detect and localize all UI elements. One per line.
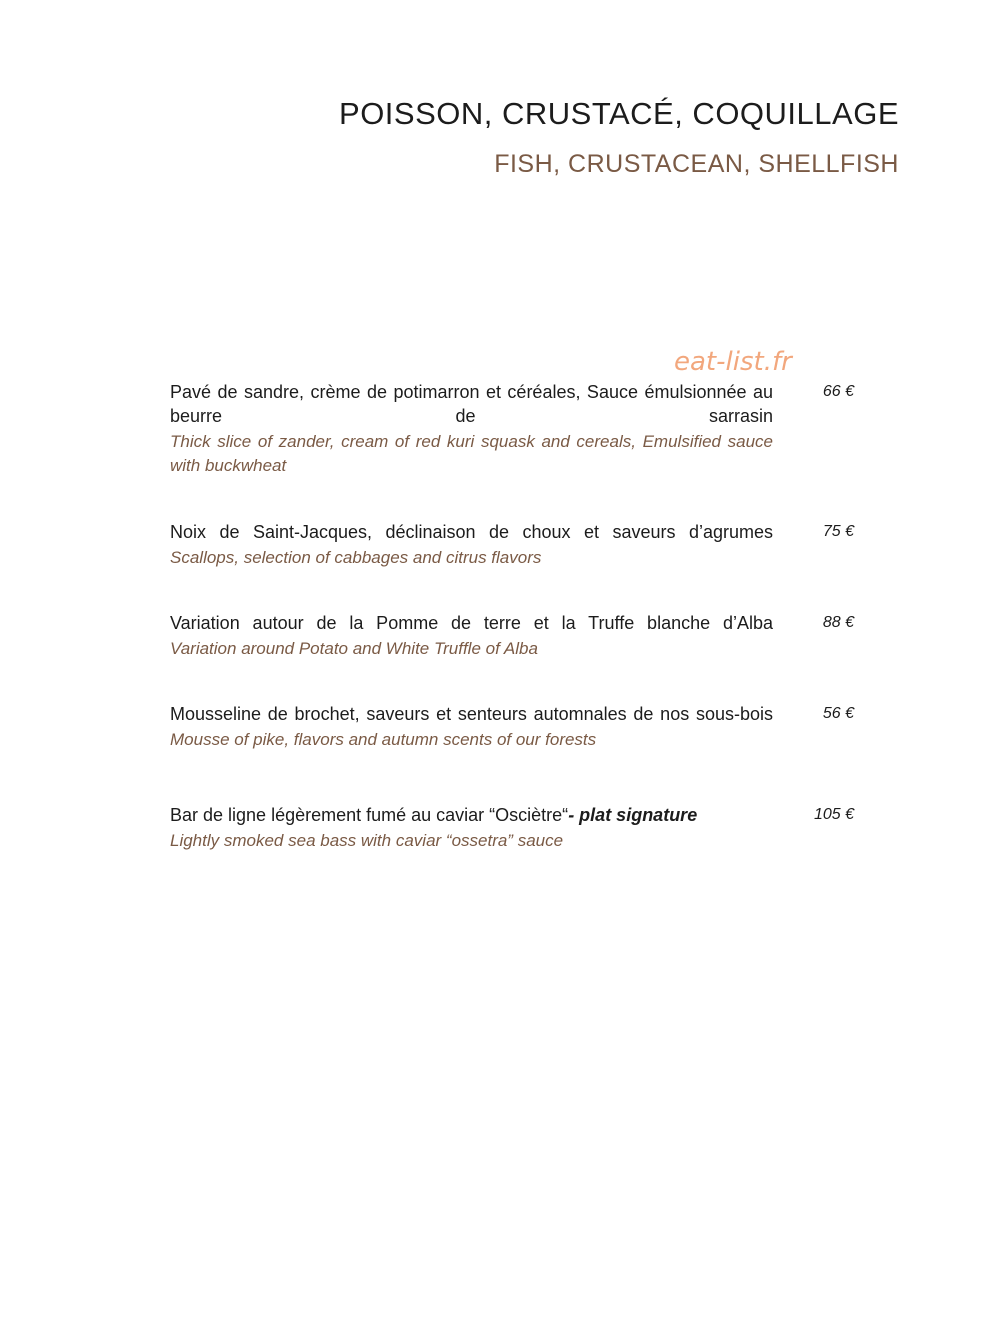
item-name-line: [170, 803, 773, 827]
menu-item: [170, 380, 856, 478]
item-price: 75 €: [822, 523, 854, 540]
item-name: Variation autour de la Pomme de terre et la Truffe blanche d’Alba: [170, 613, 773, 633]
item-price: 56 €: [822, 705, 854, 722]
item-name: Pavé de sandre, crème de potimarron et céréales, Sauce émulsionnée au beurre de sarrasin: [170, 382, 773, 426]
item-price: 88 €: [822, 614, 854, 631]
menu-item: [170, 702, 856, 752]
item-name: Noix de Saint-Jacques, déclinaison de choux et saveurs d’agrumes: [170, 522, 773, 542]
signature-label: - plat signature: [568, 805, 698, 825]
item-name: Bar de ligne légèrement fumé au caviar “Osciètre“: [170, 805, 569, 825]
menu-item: [170, 803, 856, 853]
item-description: Lightly smoked sea bass with caviar “ossetra” sauce: [170, 831, 564, 850]
menu-item: [170, 611, 856, 661]
item-name: Mousseline de brochet, saveurs et senteurs automnales de nos sous-bois: [170, 704, 773, 724]
page-subtitle: FISH, CRUSTACEAN, SHELLFISH: [494, 150, 899, 178]
page-title: POISSON, CRUSTACÉ, COQUILLAGE: [339, 96, 899, 131]
item-price: 105 €: [813, 806, 854, 823]
item-description: Variation around Potato and White Truffle of Alba: [170, 639, 538, 658]
menu-item: [170, 520, 856, 570]
item-description: Mousse of pike, flavors and autumn scents of our forests: [170, 730, 597, 749]
item-description: Thick slice of zander, cream of red kuri squask and cereals, Emulsified sauce with buckwheat: [170, 432, 773, 475]
item-description: Scallops, selection of cabbages and citrus flavors: [170, 548, 542, 567]
watermark: eat-list.fr: [674, 347, 792, 377]
item-price: 66 €: [822, 383, 854, 400]
